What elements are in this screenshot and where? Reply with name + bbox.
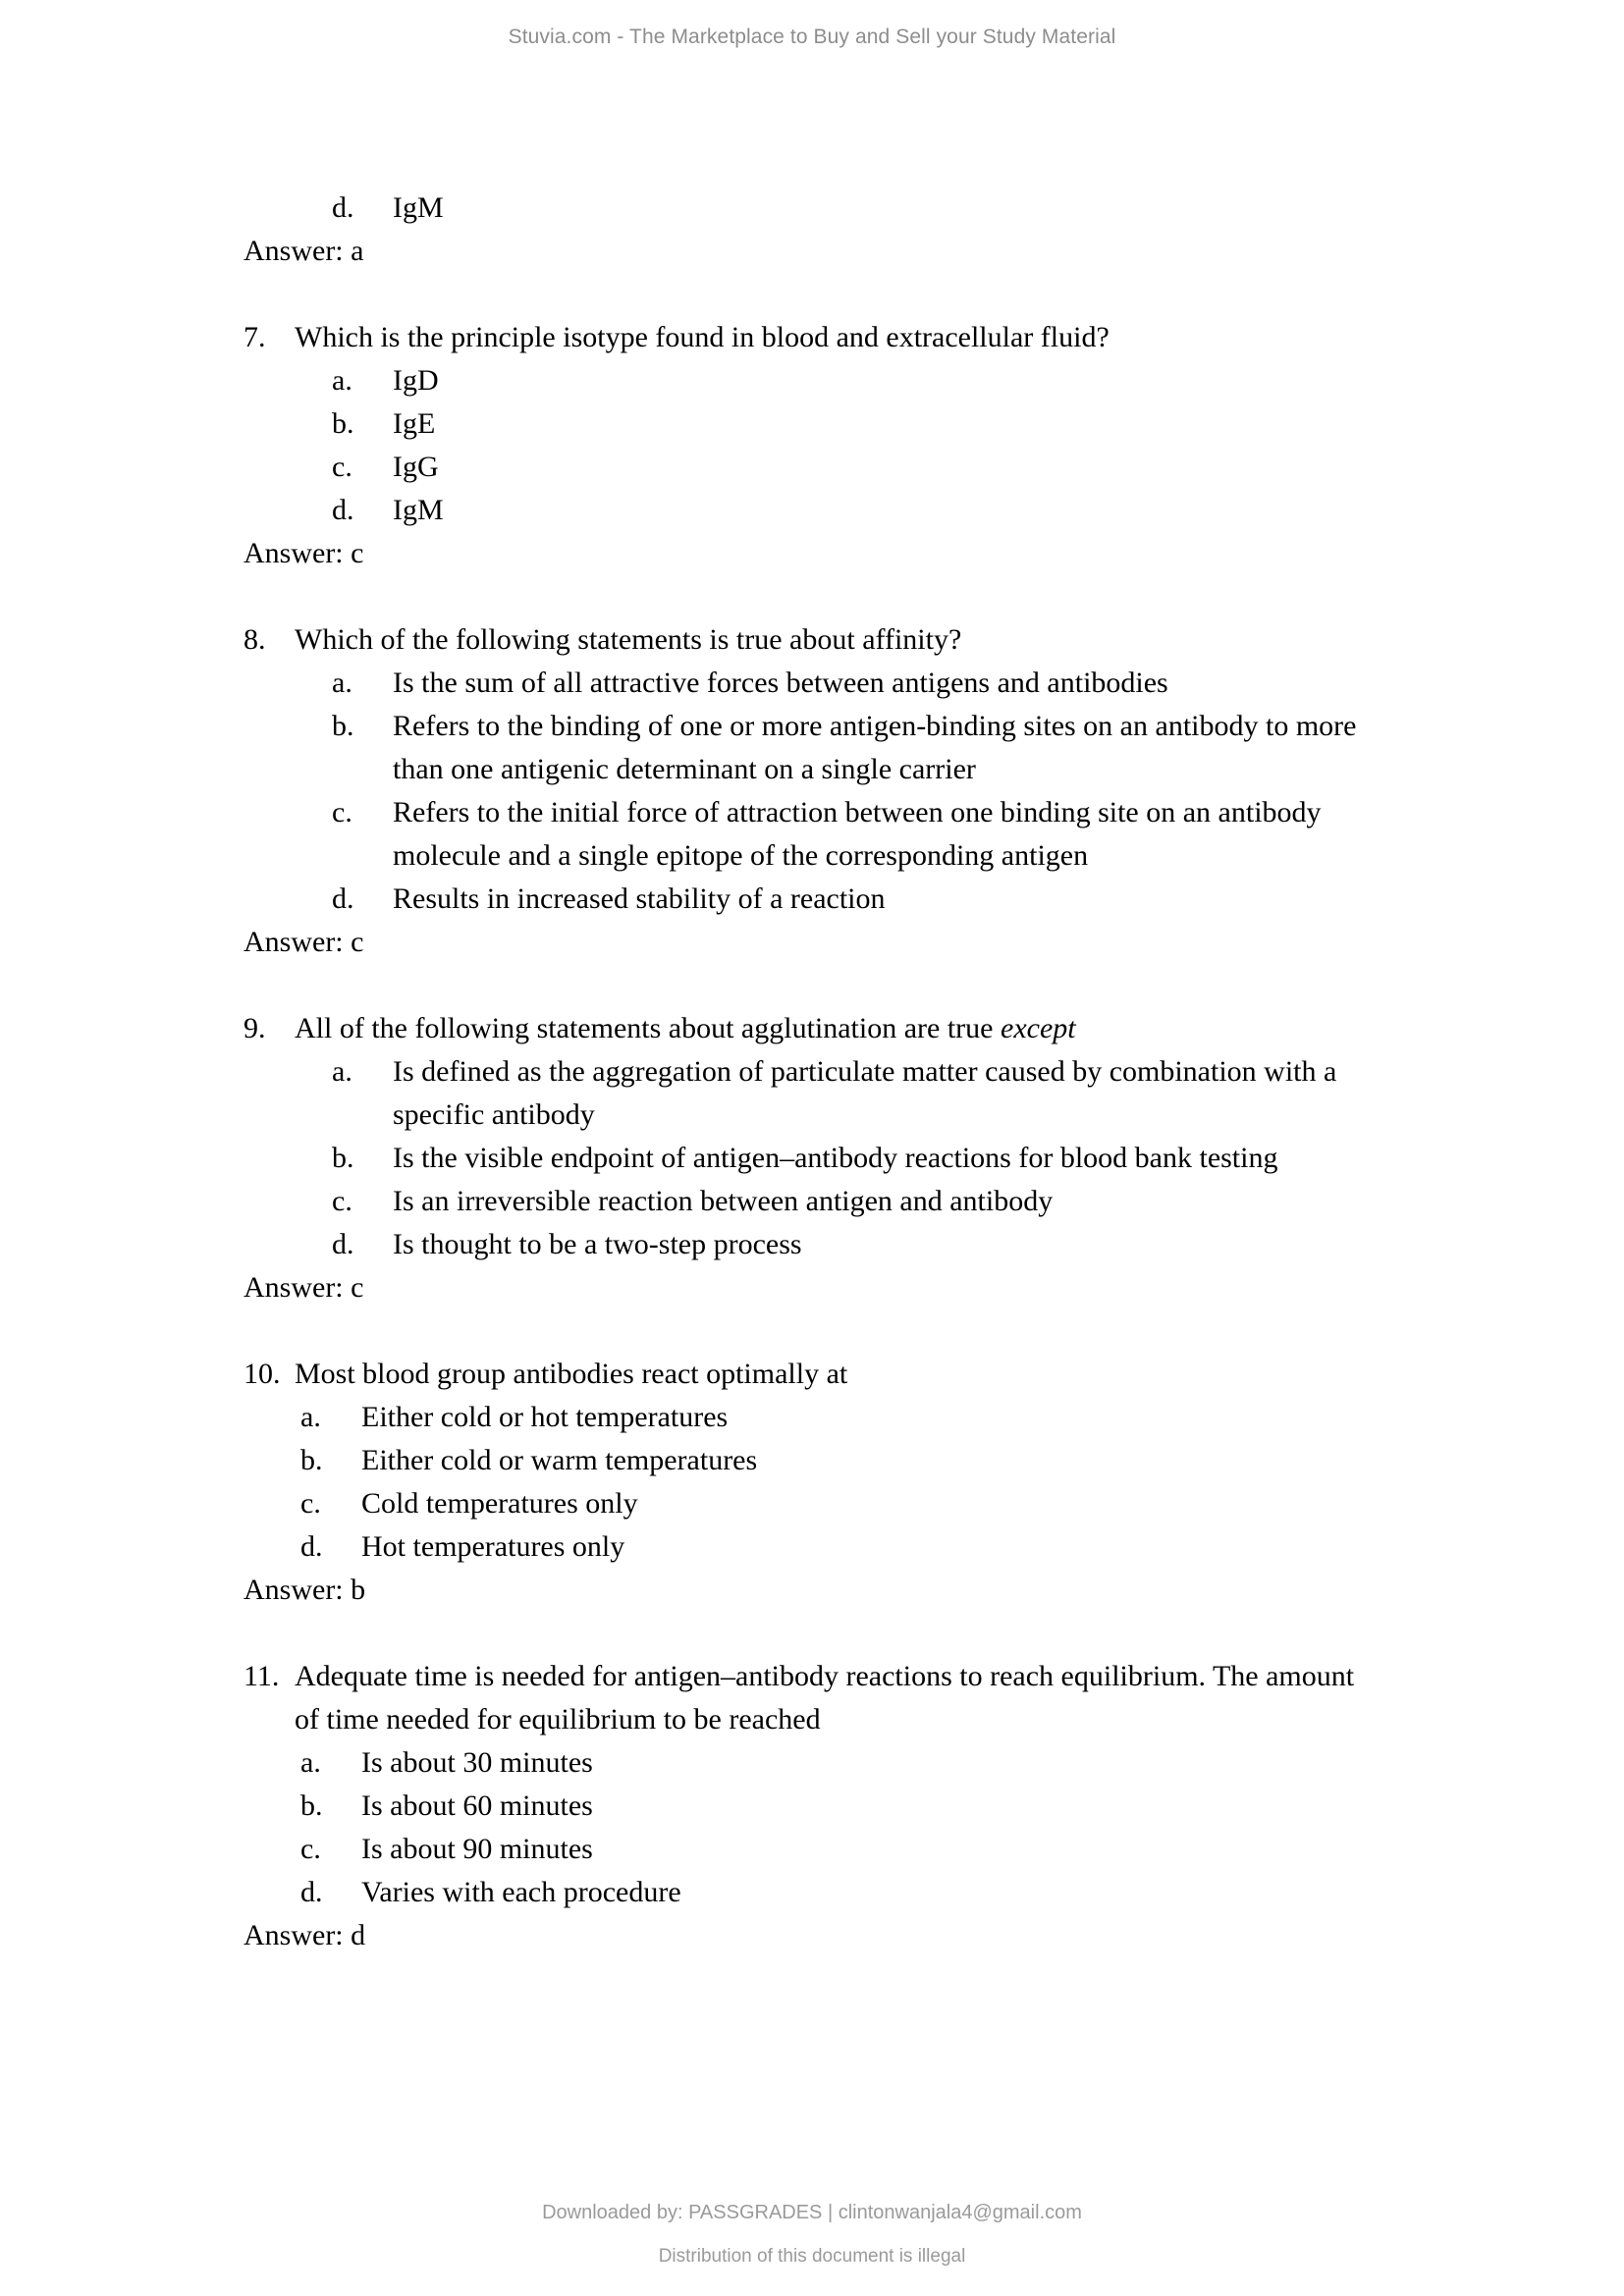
continued-options-list — [332, 187, 1382, 230]
option-text: IgD — [393, 364, 439, 397]
option-letter: c. — [300, 1487, 321, 1520]
option-item — [332, 878, 1382, 921]
option-text: Is the visible endpoint of antigen–antibody reactions for blood bank testing — [393, 1142, 1278, 1174]
question-number: 9. — [244, 1012, 266, 1044]
footer-distribution-notice: Distribution of this document is illegal — [658, 2246, 966, 2267]
answer-line: Answer: c — [244, 926, 364, 958]
question-block — [244, 1353, 1382, 1612]
question-text — [295, 1007, 1382, 1050]
option-item — [300, 1871, 1382, 1914]
options-list — [332, 1050, 1382, 1266]
question-stem — [244, 618, 1382, 662]
option-item — [300, 1396, 1382, 1439]
option-item — [332, 705, 1382, 791]
question-block — [244, 1655, 1382, 1957]
option-letter: a. — [332, 667, 352, 699]
option-letter: b. — [300, 1789, 323, 1822]
question-number: 7. — [244, 321, 266, 353]
question-number: 10. — [244, 1358, 281, 1390]
question-number: 11. — [244, 1660, 280, 1692]
options-list — [332, 662, 1382, 921]
option-letter: b. — [300, 1444, 323, 1476]
question-stem — [244, 1007, 1382, 1050]
question-block — [244, 618, 1382, 964]
question-text: Which is the principle isotype found in blood and extracellular fluid? — [295, 321, 1110, 353]
option-text: Is about 30 minutes — [361, 1746, 593, 1779]
option-letter: b. — [332, 710, 354, 742]
option-letter: d. — [332, 494, 354, 526]
option-item — [332, 1223, 1382, 1266]
question-text: Which of the following statements is true about affinity? — [295, 623, 962, 656]
option-text: Is about 60 minutes — [361, 1789, 593, 1822]
option-letter: d. — [332, 882, 354, 915]
option-letter: b. — [332, 1142, 354, 1174]
option-item — [300, 1785, 1382, 1828]
question-stem — [244, 1353, 1382, 1396]
document-body — [244, 187, 1382, 2001]
option-item — [332, 791, 1382, 878]
option-item — [332, 402, 1382, 446]
option-letter: d. — [300, 1876, 323, 1908]
option-item — [332, 1137, 1382, 1180]
option-text: Is about 90 minutes — [361, 1833, 593, 1865]
option-letter: c. — [332, 1185, 352, 1217]
question-text: Most blood group antibodies react optimally at — [295, 1358, 848, 1390]
answer-line: Answer: d — [244, 1919, 366, 1951]
option-letter: d. — [332, 1228, 354, 1260]
option-text: Is the sum of all attractive forces between antigens and antibodies — [393, 667, 1168, 699]
option-text: Either cold or warm temperatures — [361, 1444, 758, 1476]
option-item — [300, 1828, 1382, 1871]
question-text-emphasis: except — [1001, 1012, 1076, 1044]
question-stem — [244, 1655, 1382, 1741]
option-letter: d. — [332, 191, 354, 224]
question-block — [244, 1007, 1382, 1309]
option-item — [300, 1482, 1382, 1525]
option-text: Results in increased stability of a reaction — [393, 882, 886, 915]
option-item — [332, 446, 1382, 489]
option-item — [332, 489, 1382, 532]
option-item — [300, 1741, 1382, 1785]
answer-line: Answer: c — [244, 537, 364, 569]
option-text: Varies with each procedure — [361, 1876, 681, 1908]
option-letter: b. — [332, 407, 354, 440]
question-number: 8. — [244, 623, 266, 656]
options-list — [300, 1396, 1382, 1569]
option-text: IgG — [393, 451, 439, 483]
option-letter: c. — [332, 796, 352, 828]
option-item — [332, 359, 1382, 402]
option-letter: a. — [332, 364, 352, 397]
answer-line: Answer: b — [244, 1574, 366, 1606]
option-letter: d. — [300, 1530, 323, 1563]
option-text: Either cold or hot temperatures — [361, 1401, 729, 1433]
option-text: Refers to the binding of one or more antigen-binding sites on an antibody to more than one antigenic determinant on a single carrier — [393, 710, 1357, 785]
option-text: IgM — [393, 191, 444, 224]
option-item — [300, 1439, 1382, 1482]
question-block — [244, 316, 1382, 575]
option-item — [300, 1525, 1382, 1569]
answer-line: Answer: c — [244, 1271, 364, 1304]
question-text-part: All of the following statements about agglutination are true — [295, 1012, 1001, 1044]
option-text: Hot temperatures only — [361, 1530, 625, 1563]
stuvia-watermark-header: Stuvia.com - The Marketplace to Buy and Sell your Study Material — [508, 26, 1116, 48]
option-item — [332, 1050, 1382, 1137]
question-stem — [244, 316, 1382, 359]
option-text: Is an irreversible reaction between antigen and antibody — [393, 1185, 1054, 1217]
option-text: Is thought to be a two-step process — [393, 1228, 802, 1260]
questions-container — [244, 316, 1382, 1957]
continued-question-block — [244, 187, 1382, 273]
option-letter: a. — [300, 1746, 321, 1779]
option-text: Refers to the initial force of attraction between one binding site on an antibody molecule and a single epitope of the corresponding antigen — [393, 796, 1322, 872]
option-letter: c. — [300, 1833, 321, 1865]
option-text: Is defined as the aggregation of particulate matter caused by combination with a specific antibody — [393, 1055, 1337, 1131]
option-letter: c. — [332, 451, 352, 483]
option-text: Cold temperatures only — [361, 1487, 638, 1520]
options-list — [332, 359, 1382, 532]
footer-downloaded-by: Downloaded by: PASSGRADES | clintonwanjala4@gmail.com — [542, 2202, 1082, 2223]
option-item — [332, 662, 1382, 705]
options-list — [300, 1741, 1382, 1914]
option-item — [332, 1180, 1382, 1223]
answer-line: Answer: a — [244, 235, 364, 267]
question-text: Adequate time is needed for antigen–antibody reactions to reach equilibrium. The amount of time needed for equilibrium to be reached — [295, 1660, 1355, 1735]
option-letter: a. — [332, 1055, 352, 1088]
option-item — [332, 187, 1382, 230]
option-letter: a. — [300, 1401, 321, 1433]
option-text: IgM — [393, 494, 444, 526]
option-text: IgE — [393, 407, 436, 440]
